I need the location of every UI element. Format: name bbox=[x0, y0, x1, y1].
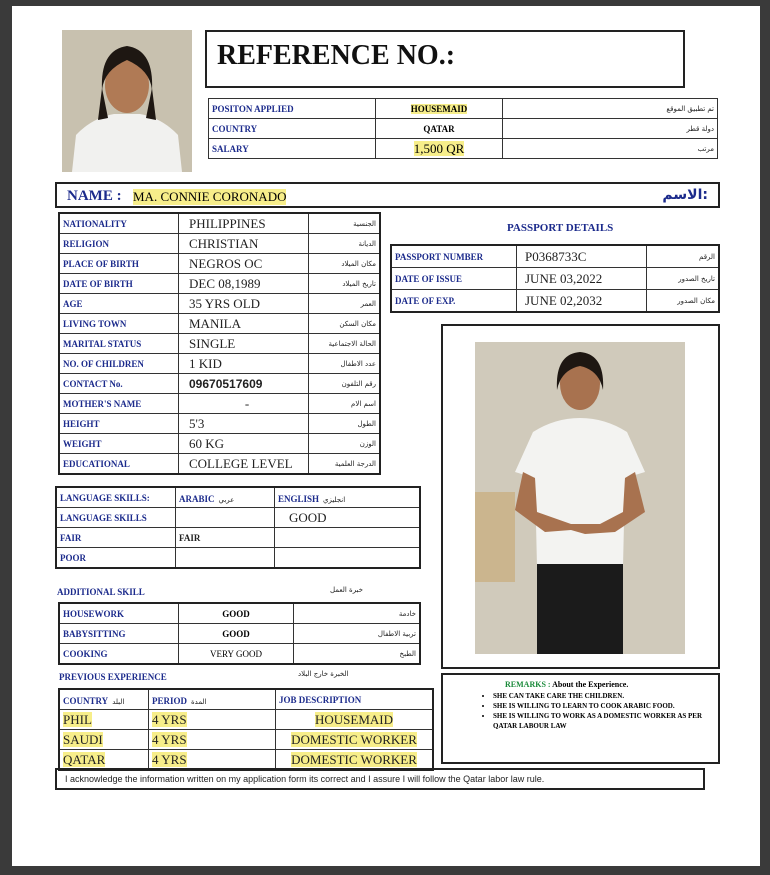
exp-col-period: PERIOD bbox=[152, 695, 188, 706]
position-ar: تم تطبيق الموقع bbox=[503, 99, 718, 119]
exp-col-country-ar: البلد bbox=[112, 697, 125, 706]
personal-value: - bbox=[179, 394, 309, 414]
personal-row bbox=[59, 414, 380, 434]
experience-ar: الخبرة خارج البلاد bbox=[298, 670, 349, 678]
personal-label: AGE bbox=[59, 294, 179, 314]
lang-row2-arabic: FAIR bbox=[176, 528, 275, 548]
application-form bbox=[12, 6, 760, 866]
personal-row bbox=[59, 354, 380, 374]
personal-value: 5'3 bbox=[179, 414, 309, 434]
lang-row3-label: POOR bbox=[56, 548, 176, 569]
personal-value: CHRISTIAN bbox=[179, 234, 309, 254]
remarks-sub: About the Experience. bbox=[552, 680, 629, 689]
exp-country: PHIL bbox=[63, 711, 92, 727]
skill-ar: خادمة bbox=[294, 603, 421, 624]
country-label: COUNTRY bbox=[209, 119, 376, 139]
experience-row bbox=[59, 750, 433, 771]
passport-label: DATE OF ISSUE bbox=[391, 268, 517, 290]
passport-value: P0368733C bbox=[517, 245, 647, 268]
passport-label: DATE OF EXP. bbox=[391, 290, 517, 313]
passport-value: JUNE 03,2022 bbox=[517, 268, 647, 290]
passport-row bbox=[391, 290, 719, 313]
personal-ar: الوزن bbox=[309, 434, 381, 454]
remark-item: • SHE CAN TAKE CARE THE CHILDREN. bbox=[493, 691, 713, 701]
skill-label: COOKING bbox=[59, 644, 179, 665]
exp-country: SAUDI bbox=[63, 731, 103, 747]
additional-skill-title: ADDITIONAL SKILL bbox=[57, 587, 145, 597]
country-ar: دولة قطر bbox=[503, 119, 718, 139]
personal-row bbox=[59, 254, 380, 274]
passport-ar: الرقم bbox=[647, 245, 720, 268]
remarks-label: REMARKS : bbox=[505, 680, 551, 689]
personal-row bbox=[59, 454, 380, 475]
exp-period: 4 YRS bbox=[152, 711, 187, 727]
skill-label: HOUSEWORK bbox=[59, 603, 179, 624]
lang-row2-label: FAIR bbox=[56, 528, 176, 548]
experience-row bbox=[59, 710, 433, 730]
additional-skill-ar: خبرة العمل bbox=[330, 586, 363, 594]
personal-value: SINGLE bbox=[179, 334, 309, 354]
exp-job: DOMESTIC WORKER bbox=[291, 731, 417, 747]
position-table bbox=[208, 98, 718, 159]
skills-table bbox=[58, 602, 421, 665]
personal-row bbox=[59, 334, 380, 354]
exp-col-job: JOB DESCRIPTION bbox=[276, 689, 434, 710]
exp-job: HOUSEMAID bbox=[315, 711, 393, 727]
personal-row bbox=[59, 374, 380, 394]
salary-value: 1,500 QR bbox=[413, 140, 465, 156]
personal-ar: الجنسية bbox=[309, 213, 381, 234]
personal-row bbox=[59, 294, 380, 314]
exp-period: 4 YRS bbox=[152, 751, 187, 767]
personal-row bbox=[59, 314, 380, 334]
personal-label: NATIONALITY bbox=[59, 213, 179, 234]
personal-ar: الديانة bbox=[309, 234, 381, 254]
personal-ar: العمر bbox=[309, 294, 381, 314]
lang-header-label: LANGUAGE SKILLS: bbox=[56, 487, 176, 508]
personal-label: RELIGION bbox=[59, 234, 179, 254]
name-bar bbox=[55, 182, 720, 208]
personal-value: DEC 08,1989 bbox=[179, 274, 309, 294]
personal-ar: الدرجة العلمية bbox=[309, 454, 381, 475]
lang-row3-english bbox=[275, 548, 421, 569]
reference-box bbox=[205, 30, 685, 88]
passport-label: PASSPORT NUMBER bbox=[391, 245, 517, 268]
personal-row bbox=[59, 213, 380, 234]
lang-row3-arabic bbox=[176, 548, 275, 569]
experience-row bbox=[59, 730, 433, 750]
skill-ar: الطبخ bbox=[294, 644, 421, 665]
lang-row1-label: LANGUAGE SKILLS bbox=[56, 508, 176, 528]
applicant-photo-small bbox=[62, 30, 192, 172]
passport-ar: مكان الصدور bbox=[647, 290, 720, 313]
personal-label: MARITAL STATUS bbox=[59, 334, 179, 354]
personal-ar: مكان السكن bbox=[309, 314, 381, 334]
lang-arabic-ar: عربي bbox=[218, 495, 235, 504]
exp-job: DOMESTIC WORKER bbox=[291, 751, 417, 767]
lang-arabic-label: ARABIC bbox=[179, 493, 215, 504]
skill-row bbox=[59, 603, 420, 624]
personal-label: DATE OF BIRTH bbox=[59, 274, 179, 294]
skill-row bbox=[59, 624, 420, 644]
personal-value: 60 KG bbox=[179, 434, 309, 454]
acknowledgement-box bbox=[55, 768, 705, 790]
name-value: MA. CONNIE CORONADO bbox=[133, 189, 287, 204]
passport-ar: تاريخ الصدور bbox=[647, 268, 720, 290]
lang-row1-arabic bbox=[176, 508, 275, 528]
personal-row bbox=[59, 234, 380, 254]
personal-value: PHILIPPINES bbox=[179, 213, 309, 234]
salary-row bbox=[209, 139, 718, 159]
reference-title: REFERENCE NO.: bbox=[217, 40, 456, 71]
personal-ar: الحالة الاجتماعية bbox=[309, 334, 381, 354]
personal-row bbox=[59, 274, 380, 294]
personal-value: MANILA bbox=[179, 314, 309, 334]
skill-label: BABYSITTING bbox=[59, 624, 179, 644]
salary-ar: مرتب bbox=[503, 139, 718, 159]
exp-col-country: COUNTRY bbox=[63, 695, 109, 706]
remarks-box bbox=[441, 673, 720, 764]
applicant-photo-large bbox=[475, 342, 685, 654]
personal-label: EDUCATIONAL bbox=[59, 454, 179, 475]
lang-row1-english: GOOD bbox=[275, 508, 421, 528]
skill-value: VERY GOOD bbox=[179, 644, 294, 665]
passport-title: PASSPORT DETAILS bbox=[507, 222, 614, 234]
skill-row bbox=[59, 644, 420, 665]
personal-label: PLACE OF BIRTH bbox=[59, 254, 179, 274]
personal-label: MOTHER'S NAME bbox=[59, 394, 179, 414]
applicant-photo-frame bbox=[441, 324, 720, 669]
language-table bbox=[55, 486, 421, 569]
name-label: NAME : bbox=[67, 188, 122, 204]
personal-ar: اسم الام bbox=[309, 394, 381, 414]
personal-ar: رقم التلفون bbox=[309, 374, 381, 394]
remarks-list bbox=[443, 691, 713, 731]
position-row bbox=[209, 99, 718, 119]
country-row bbox=[209, 119, 718, 139]
personal-label: HEIGHT bbox=[59, 414, 179, 434]
personal-row bbox=[59, 434, 380, 454]
salary-label: SALARY bbox=[209, 139, 376, 159]
exp-col-period-ar: المدة bbox=[191, 697, 207, 706]
exp-period: 4 YRS bbox=[152, 731, 187, 747]
personal-label: NO. OF CHILDREN bbox=[59, 354, 179, 374]
passport-table bbox=[390, 244, 720, 313]
personal-ar: مكان الميلاد bbox=[309, 254, 381, 274]
personal-value: 1 KID bbox=[179, 354, 309, 374]
passport-row bbox=[391, 245, 719, 268]
personal-value: COLLEGE LEVEL bbox=[179, 454, 309, 475]
personal-label: LIVING TOWN bbox=[59, 314, 179, 334]
acknowledgement-text: I acknowledge the information written on my application form its correct and I assure I will follow the Qatar labor law rule. bbox=[65, 774, 545, 784]
personal-row bbox=[59, 394, 380, 414]
exp-country: QATAR bbox=[63, 751, 106, 767]
remark-item: • SHE IS WILLING TO WORK AS A DOMESTIC WORKER AS PER QATAR LABOUR LAW bbox=[493, 711, 713, 731]
passport-value: JUNE 02,2032 bbox=[517, 290, 647, 313]
position-label: POSITON APPLIED bbox=[209, 99, 376, 119]
skill-value: GOOD bbox=[179, 603, 294, 624]
name-ar: الاسم: bbox=[662, 187, 708, 203]
skill-ar: تربية الاطفال bbox=[294, 624, 421, 644]
personal-value: 09670517609 bbox=[179, 374, 309, 394]
personal-ar: تاريخ الميلاد bbox=[309, 274, 381, 294]
personal-value: NEGROS OC bbox=[179, 254, 309, 274]
lang-english-ar: انجليزي bbox=[323, 495, 346, 504]
personal-value: 35 YRS OLD bbox=[179, 294, 309, 314]
experience-title: PREVIOUS EXPERIENCE bbox=[59, 672, 167, 682]
personal-ar: الطول bbox=[309, 414, 381, 434]
personal-label: CONTACT No. bbox=[59, 374, 179, 394]
lang-english-label: ENGLISH bbox=[278, 493, 320, 504]
passport-row bbox=[391, 268, 719, 290]
personal-label: WEIGHT bbox=[59, 434, 179, 454]
personal-table bbox=[58, 212, 381, 475]
skill-value: GOOD bbox=[179, 624, 294, 644]
experience-table bbox=[58, 688, 434, 771]
remark-item: • SHE IS WILLING TO LEARN TO COOK ARABIC FOOD. bbox=[493, 701, 713, 711]
country-value: QATAR bbox=[376, 119, 503, 139]
personal-ar: عدد الاطفال bbox=[309, 354, 381, 374]
position-value: HOUSEMAID bbox=[410, 103, 468, 114]
lang-row2-english bbox=[275, 528, 421, 548]
